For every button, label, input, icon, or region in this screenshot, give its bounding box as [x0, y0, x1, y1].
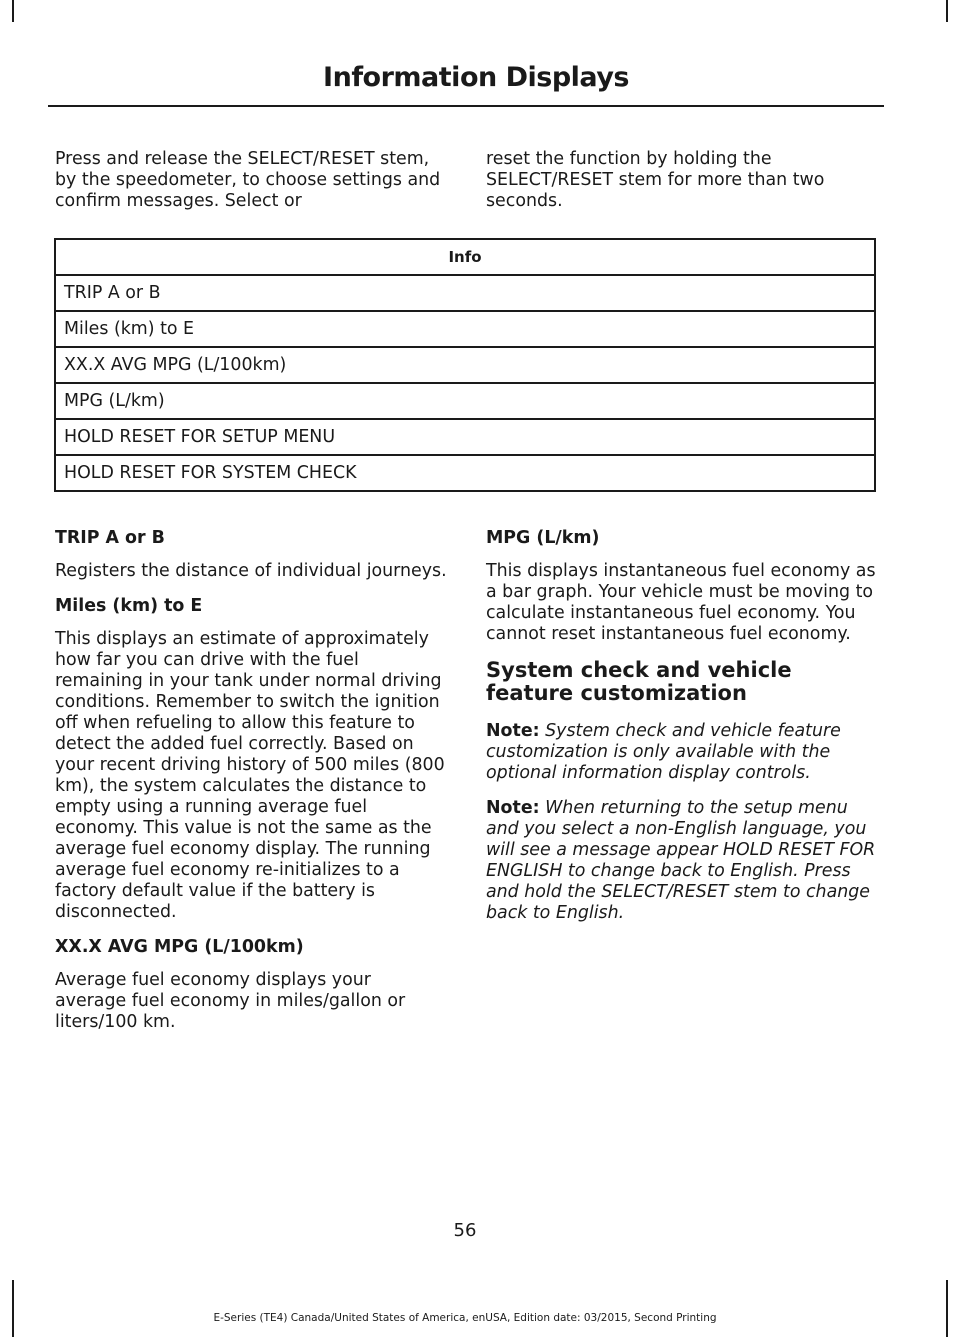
trip-body: Registers the distance of individual journeys. [55, 561, 447, 581]
page-number: 56 [453, 1220, 477, 1241]
left-column [55, 528, 447, 1047]
intro-text-left: Press and release the SELECT/RESET stem, by the speedometer, to choose settings and confirm messages. Select or [55, 149, 441, 212]
crop-mark [946, 1280, 948, 1337]
crop-mark [12, 1280, 14, 1337]
table-cell: TRIP A or B [55, 275, 875, 311]
note-text: When returning to the setup menu and you select a non-English language, you will see a message appear HOLD RESET FOR ENGLISH to change back to English. Press and hold the SELECT/RESET stem to change back to English. [486, 798, 876, 923]
note-label: Note: [486, 721, 540, 741]
table-row [55, 383, 875, 419]
info-table-header: Info [55, 239, 875, 275]
table-cell: HOLD RESET FOR SYSTEM CHECK [55, 455, 875, 491]
note-label: Note: [486, 798, 540, 818]
avg-heading: XX.X AVG MPG (L/100km) [55, 937, 304, 957]
info-table [54, 238, 876, 492]
avg-body: Average fuel economy displays your average fuel economy in miles/gallon or liters/100 km. [55, 970, 406, 1032]
crop-mark [12, 0, 14, 22]
table-cell: MPG (L/km) [55, 383, 875, 419]
miles-body: This displays an estimate of approximately how far you can drive with the fuel remaining in your tank under normal driving conditions. Remember to switch the ignition off when refueling to allow this feature to detect the added fuel correctly. Based on your recent driving history of 500 miles (800 km), the system calculates the distance to empty using a running average fuel economy. This value is not the same as the average fuel economy display. The running average fuel economy re-initializes to a factory default value if the battery is disconnected. [55, 629, 445, 922]
table-row [55, 455, 875, 491]
mpg-heading: MPG (L/km) [486, 528, 600, 548]
miles-heading: Miles (km) to E [55, 596, 203, 616]
table-row [55, 419, 875, 455]
note-paragraph [486, 721, 878, 784]
table-cell: Miles (km) to E [55, 311, 875, 347]
mpg-body: This displays instantaneous fuel economy as a bar graph. Your vehicle must be moving to calculate instantaneous fuel economy. You cannot reset instantaneous fuel economy. [486, 561, 876, 644]
page-title: Information Displays [323, 62, 629, 93]
footer-edition: E-Series (TE4) Canada/United States of America, enUSA, Edition date: 03/2015, Second Printing [213, 1312, 717, 1324]
table-row [55, 311, 875, 347]
note-text: System check and vehicle feature customization is only available with the optional information display controls. [486, 721, 841, 783]
crop-mark [946, 0, 948, 22]
table-row [55, 347, 875, 383]
trip-heading: TRIP A or B [55, 528, 165, 548]
note-paragraph [486, 798, 878, 924]
header-divider [48, 105, 884, 107]
intro-text-right: reset the function by holding the SELECT/RESET stem for more than two seconds. [486, 149, 825, 212]
table-cell: XX.X AVG MPG (L/100km) [55, 347, 875, 383]
section-heading: System check and vehicle feature customization [486, 658, 792, 705]
right-column [486, 528, 878, 938]
table-row [55, 275, 875, 311]
table-cell: HOLD RESET FOR SETUP MENU [55, 419, 875, 455]
